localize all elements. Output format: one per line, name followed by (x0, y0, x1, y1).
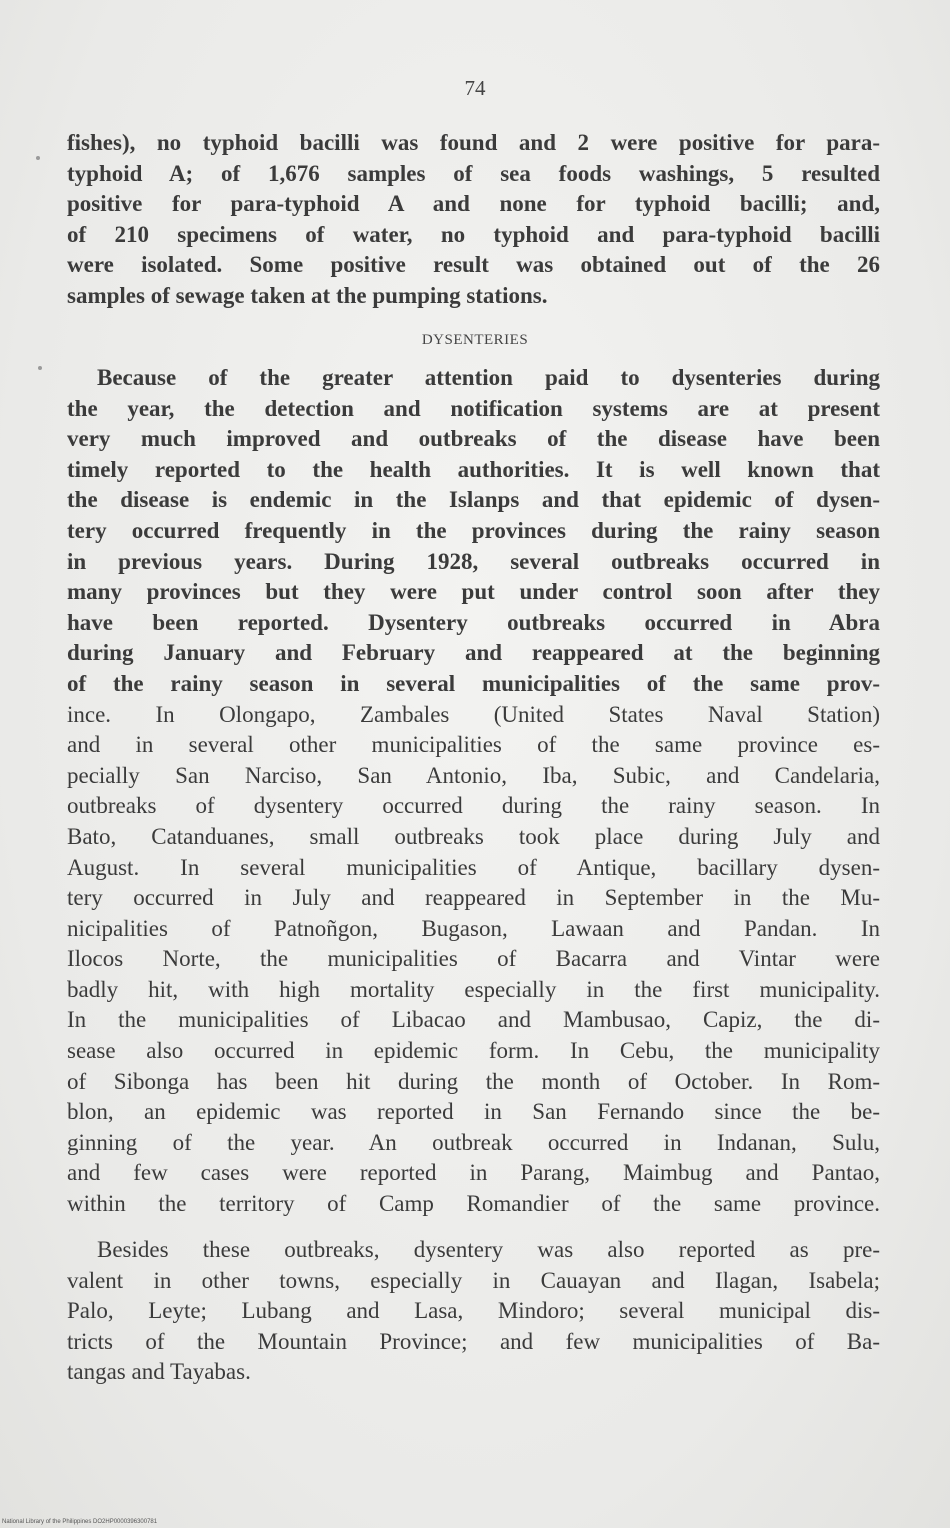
text-line: many provinces but they were put under control soon after they (67, 579, 880, 605)
text-line: samples of sewage taken at the pumping stations. (67, 282, 548, 308)
text-line: of 210 specimens of water, no typhoid and para-typhoid bacilli (67, 221, 880, 247)
text-line: blon, an epidemic was reported in San Fernando since the be- (67, 1099, 880, 1125)
text-line: timely reported to the health authorities. It is well known that (67, 456, 880, 482)
library-footer: National Library of the Philippines DO2HP0000396300781 (2, 1519, 158, 1525)
text-line: during January and February and reappeared at the beginning (67, 640, 880, 666)
text-line: and in several other municipalities of the same province es- (67, 732, 880, 758)
scan-speck (36, 156, 40, 160)
text-line: within the territory of Camp Romandier of the same province. (67, 1191, 880, 1217)
text-line: of Sibonga has been hit during the month of October. In Rom- (67, 1068, 880, 1094)
text-line: Palo, Leyte; Lubang and Lasa, Mindoro; several municipal dis- (67, 1298, 880, 1324)
page-number: 74 (464, 76, 486, 100)
paragraph-typhoid-results (67, 128, 880, 312)
text-line: the disease is endemic in the Islanps and that epidemic of dysen- (67, 487, 880, 513)
text-line: in previous years. During 1928, several outbreaks occurred in (67, 548, 880, 574)
section-heading: DYSENTERIES (421, 332, 529, 348)
text-line: have been reported. Dysentery outbreaks occurred in Abra (67, 609, 880, 635)
paragraph-dysentery-outbreaks (67, 363, 880, 1220)
text-line: of the rainy season in several municipalities of the same prov- (67, 670, 880, 696)
text-line: positive for para-typhoid A and none for typhoid bacilli; and, (67, 191, 880, 217)
text-line: ginning of the year. An outbreak occurred in Indanan, Sulu, (67, 1129, 880, 1155)
text-line: fishes), no typhoid bacilli was found and 2 were positive for para- (67, 130, 880, 155)
text-line: the year, the detection and notification systems are at present (67, 395, 880, 421)
text-line: Besides these outbreaks, dysentery was also reported as pre- (97, 1237, 880, 1262)
text-line: tery occurred frequently in the provinces during the rainy season (67, 517, 880, 543)
text-line: tery occurred in July and reappeared in September in the Mu- (67, 885, 880, 911)
text-line: In the municipalities of Libacao and Mambusao, Capiz, the di- (67, 1007, 880, 1033)
text-line: Ilocos Norte, the municipalities of Bacarra and Vintar were (67, 946, 880, 972)
text-line: pecially San Narciso, San Antonio, Iba, Subic, and Candelaria, (67, 762, 880, 788)
text-line: outbreaks of dysentery occurred during the rainy season. In (67, 793, 880, 819)
text-line: valent in other towns, especially in Cauayan and Ilagan, Isabela; (67, 1267, 880, 1293)
text-line: tangas and Tayabas. (67, 1359, 251, 1385)
text-line: ince. In Olongapo, Zambales (United States Naval Station) (67, 701, 880, 727)
text-line: typhoid A; of 1,676 samples of sea foods washings, 5 resulted (67, 160, 880, 186)
text-line: Bato, Catanduanes, small outbreaks took place during July and (67, 823, 880, 849)
text-line: very much improved and outbreaks of the disease have been (67, 426, 880, 452)
text-line: badly hit, with high mortality especially in the first municipality. (67, 976, 880, 1002)
text-line: Because of the greater attention paid to dysenteries during (97, 365, 880, 390)
text-line: nicipalities of Patnoñgon, Bugason, Lawaan and Pandan. In (67, 915, 880, 941)
text-line: sease also occurred in epidemic form. In Cebu, the municipality (67, 1038, 880, 1064)
paragraph-other-towns (67, 1235, 880, 1388)
text-line: tricts of the Mountain Province; and few municipalities of Ba- (67, 1328, 880, 1354)
text-line: were isolated. Some positive result was obtained out of the 26 (67, 252, 880, 278)
text-line: and few cases were reported in Parang, Maimbug and Pantao, (67, 1160, 880, 1186)
scan-speck (38, 366, 42, 370)
text-line: August. In several municipalities of Antique, bacillary dysen- (67, 854, 880, 880)
